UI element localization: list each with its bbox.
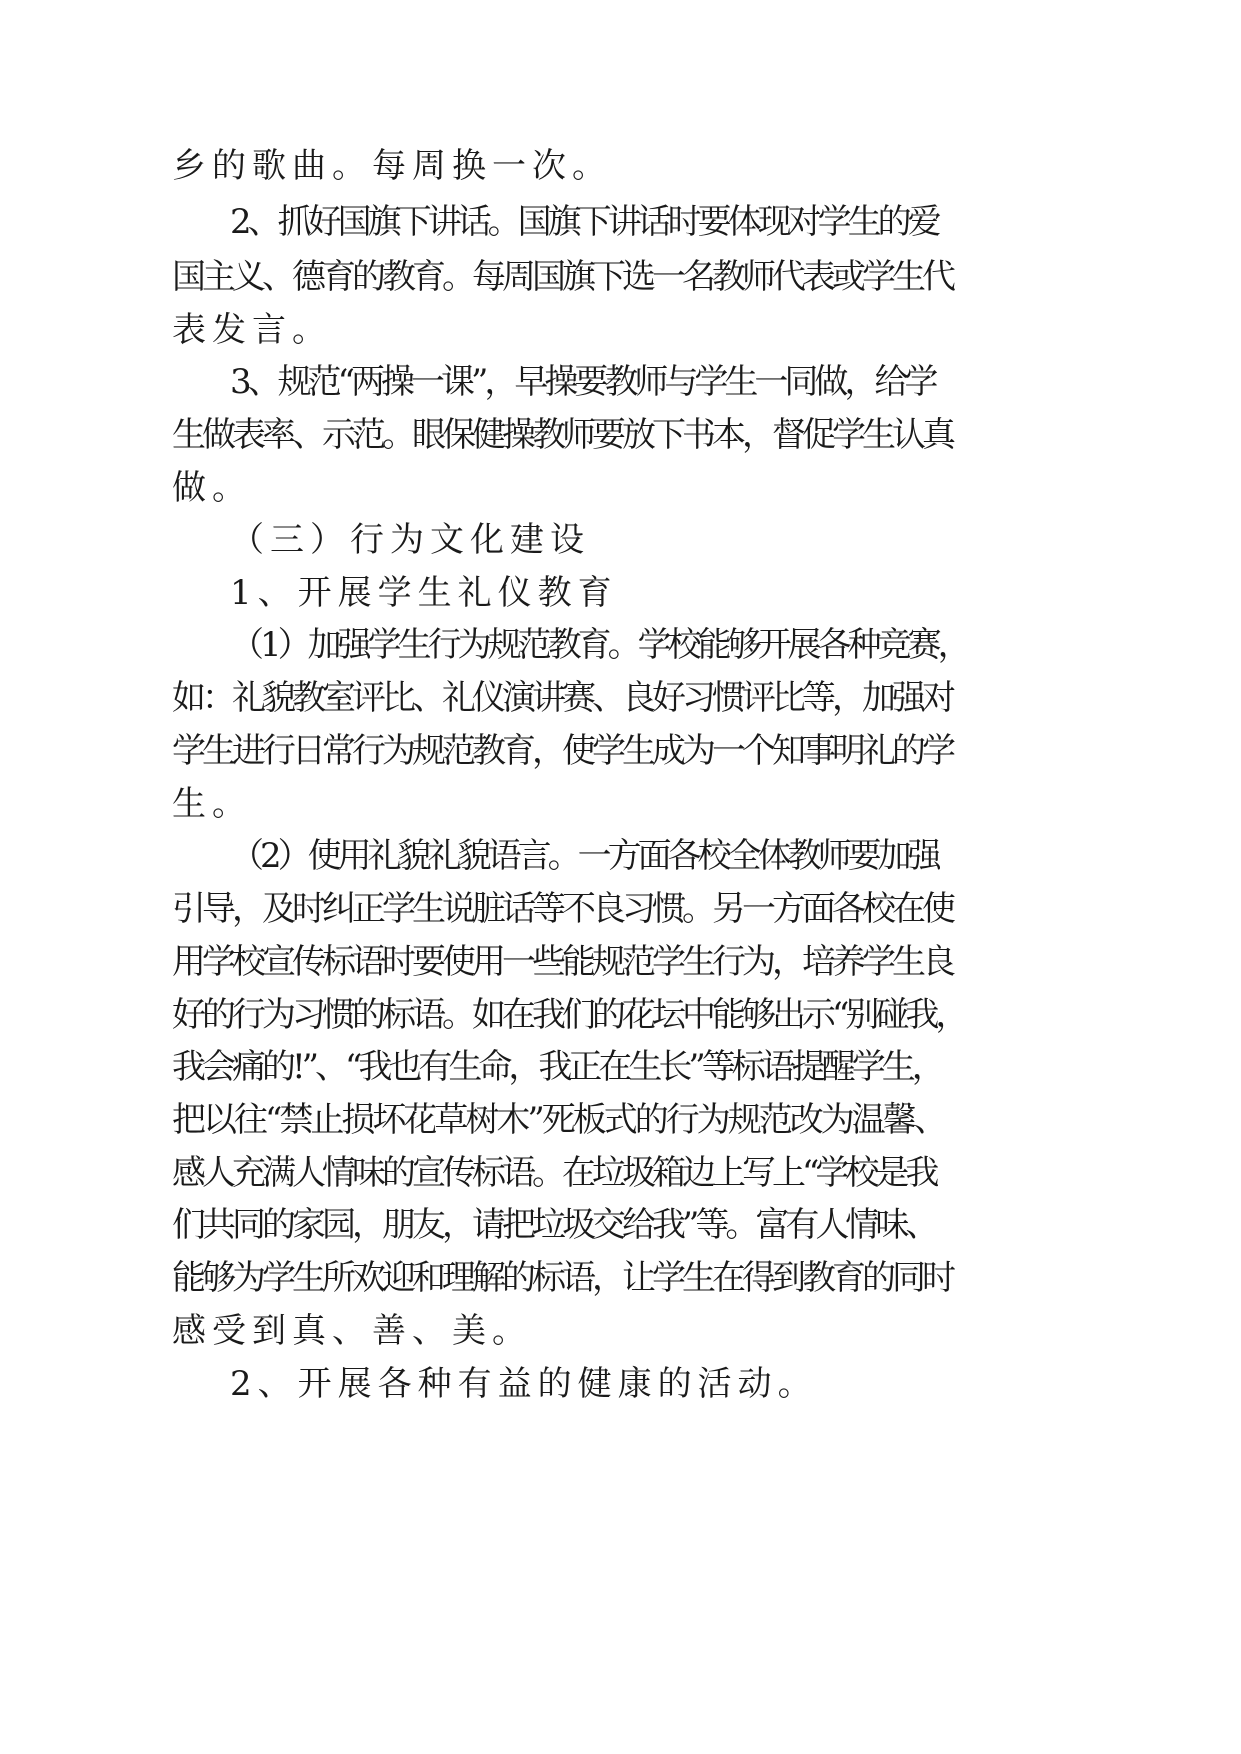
section-heading: （三）行为文化建设 [230, 520, 590, 560]
text-line: （2）使用礼貌礼貌语言。一方面各校全体教师要加强 [230, 836, 938, 876]
text-line: 把以往“禁止损坏花草树木”死板式的行为规范改为温馨、 [172, 1100, 945, 1140]
text-line: 如：礼貌教室评比、礼仪演讲赛、良好习惯评比等，加强对 [172, 678, 952, 718]
text-line: 乡的歌曲。每周换一次。 [172, 146, 612, 186]
text-line: 生。 [172, 784, 252, 824]
text-line: 能够为学生所欢迎和理解的标语，让学生在得到教育的同时 [172, 1258, 952, 1298]
text-line: 感人充满人情味的宣传标语。在垃圾箱边上写上“学校是我 [172, 1153, 936, 1193]
text-line: 好的行为习惯的标语。如在我们的花坛中能够出示“别碰我， [172, 995, 966, 1035]
text-line: 我会痛的!”、“我也有生命，我正在生长”等标语提醒学生， [172, 1047, 942, 1087]
text-line: 们共同的家园，朋友，请把垃圾交给我”等。富有人情味、 [172, 1205, 936, 1245]
text-line: （1）加强学生行为规范教育。学校能够开展各种竞赛， [230, 625, 968, 665]
subsection-heading: 1、开展学生礼仪教育 [230, 573, 618, 613]
text-line: 做。 [172, 468, 252, 508]
text-line: 生做表率、示范。眼保健操教师要放下书本，督促学生认真 [172, 415, 952, 455]
text-line: 2、抓好国旗下讲话。国旗下讲话时要体现对学生的爱 [230, 202, 938, 242]
text-line: 用学校宣传标语时要使用一些能规范学生行为，培养学生良 [172, 942, 952, 982]
text-line: 表发言。 [172, 310, 332, 350]
text-line: 国主义、德育的教育。每周国旗下选一名教师代表或学生代 [172, 257, 952, 297]
subsection-heading: 2、开展各种有益的健康的活动。 [230, 1364, 818, 1404]
text-line: 学生进行日常行为规范教育，使学生成为一个知事明礼的学 [172, 731, 952, 771]
text-line: 引导，及时纠正学生说脏话等不良习惯。另一方面各校在使 [172, 889, 952, 929]
text-line: 感受到真、善、美。 [172, 1311, 532, 1351]
text-line: 3、规范“两操一课”，早操要教师与学生一同做，给学 [230, 362, 935, 402]
